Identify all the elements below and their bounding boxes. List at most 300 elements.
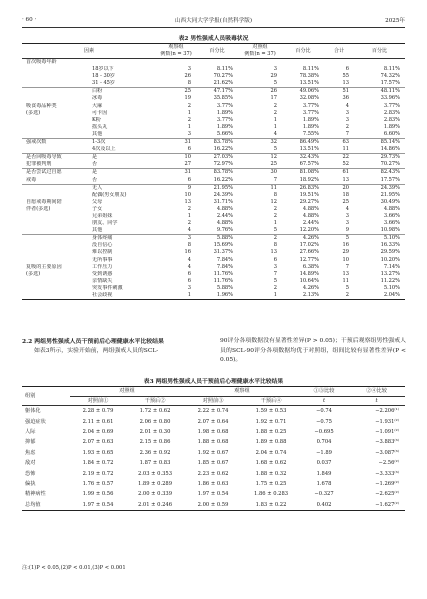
table2-cell-t: 16 bbox=[342, 242, 350, 249]
table-row bbox=[22, 177, 405, 185]
table3 bbox=[22, 386, 405, 511]
table2-cell-a: 1 bbox=[187, 212, 192, 219]
table2-cell-s: 兄弟姐妹 bbox=[92, 212, 113, 219]
table2-cell-b: 2.44% bbox=[216, 212, 234, 219]
table3-sub-1: 对照前① bbox=[70, 396, 126, 406]
table2-cell-b: 83.78% bbox=[196, 169, 238, 177]
table3-cell-d: 1.86 ± 0.283 bbox=[254, 491, 289, 498]
table2-cell-d: 2.44% bbox=[302, 220, 320, 227]
table2-cell-b: 16.22% bbox=[213, 146, 234, 153]
table2-cell-b: 70.27% bbox=[213, 73, 234, 80]
table3-cell-b: 1.72 ± 0.62 bbox=[139, 408, 171, 415]
table2-cell-d: 4.88% bbox=[302, 205, 320, 212]
table2-cell-a: 6 bbox=[187, 176, 192, 183]
table2-cell-b: 11.76% bbox=[213, 270, 234, 277]
table3-cell-d: 1.88 ± 0.25 bbox=[255, 429, 287, 435]
table2-cell-c: 5 bbox=[273, 227, 278, 234]
table2-cell-t: 11 bbox=[342, 277, 350, 284]
table2-cell-t: 20 bbox=[324, 184, 354, 192]
table2-cell-c: 30 bbox=[238, 169, 282, 177]
table2-cell-p: 21.95% bbox=[380, 191, 401, 198]
table2-cell-d: 6.38% bbox=[302, 263, 320, 270]
table3-cell-n: 人际 bbox=[25, 429, 36, 435]
table2-cell-t: 13 bbox=[342, 176, 350, 183]
table3-cell-d: 1.59 ± 0.53 bbox=[255, 408, 287, 415]
table2-cell-g: 伴者(多选) bbox=[26, 205, 51, 212]
table2-cell-t: 11 bbox=[342, 146, 350, 153]
table2-cell-p: 2.83% bbox=[383, 116, 401, 123]
table2-pct-header: 百分比 bbox=[282, 44, 324, 59]
table2-cell-b: 4.88% bbox=[216, 205, 234, 212]
table-row bbox=[22, 206, 405, 213]
table2-cell-s: 是 bbox=[86, 154, 156, 162]
table2-cell-g: 犯罪被判刑 bbox=[26, 161, 52, 168]
table3-cell-a: 1.99 ± 0.56 bbox=[82, 491, 114, 498]
table2-cell-c: 1 bbox=[273, 123, 278, 130]
table-row bbox=[22, 264, 405, 271]
table2-cell-g bbox=[22, 117, 86, 124]
table3-cell-c: 2.22 ± 0.74 bbox=[197, 408, 229, 415]
table2-cell-s: 无人 bbox=[86, 184, 156, 192]
table2-cell-s: 18 - 30岁 bbox=[92, 73, 116, 80]
table2-cell-d: 13.51% bbox=[299, 80, 320, 87]
table3-cell-b: 2.36 ± 0.92 bbox=[139, 449, 171, 456]
table-row bbox=[22, 80, 405, 88]
table2-cell-s: 是 bbox=[86, 169, 156, 177]
table2-cell-t: 3 bbox=[345, 116, 350, 123]
table2-cell-b: 83.78% bbox=[196, 139, 238, 147]
table-row bbox=[22, 213, 405, 220]
table2-cell-t: 4 bbox=[345, 205, 350, 212]
table2-cell-p: 13.27% bbox=[380, 270, 401, 277]
table3-cell-e: −0.695 bbox=[314, 429, 334, 435]
table2-cell-c: 29 bbox=[270, 73, 278, 80]
table3-cell-c: 1.98 ± 0.68 bbox=[197, 429, 229, 435]
table3-cell-n: 抑郁 bbox=[25, 439, 36, 446]
table2-cell-c: 8 bbox=[273, 242, 278, 249]
table2-cell-t: 13 bbox=[342, 80, 350, 87]
table2-cell-c: 2 bbox=[273, 205, 278, 212]
table2-cell-g bbox=[22, 235, 86, 243]
table2-cell-c: 26 bbox=[238, 88, 282, 96]
table2-cell-a: 13 bbox=[184, 198, 192, 205]
table2-cell-t: 61 bbox=[324, 169, 354, 177]
table-row bbox=[22, 278, 405, 285]
table2-factor-header: 因素 bbox=[22, 44, 156, 59]
table2-cell-p: 8.11% bbox=[383, 66, 401, 73]
table2-cell-d: 8.11% bbox=[302, 66, 320, 73]
table2-cell-p: 2.04% bbox=[383, 292, 401, 298]
table2-cell-t: 4 bbox=[345, 102, 350, 109]
table2-cell-c: 8 bbox=[273, 191, 278, 198]
table2-cell-c bbox=[238, 59, 282, 67]
table2-cell-s: 白粉 bbox=[86, 88, 156, 96]
table2-cell-c: 6 bbox=[273, 256, 278, 263]
table2-cell-s: 难以控制 bbox=[92, 249, 113, 256]
table2-cell-d: 1.89% bbox=[302, 123, 320, 130]
table2-cell-c: 2 bbox=[273, 284, 278, 291]
table2-cell-b: 35.85% bbox=[213, 95, 234, 102]
table-row bbox=[22, 235, 405, 243]
table-row bbox=[22, 292, 405, 300]
table2-cell-b: 5.88% bbox=[196, 235, 238, 243]
table2-cell-g bbox=[22, 131, 86, 139]
table2-cell-t: 52 bbox=[342, 161, 350, 168]
table2-cell-p: 24.39% bbox=[354, 184, 405, 192]
table2-cell-p: 14.86% bbox=[380, 146, 401, 153]
table2 bbox=[22, 43, 405, 300]
table2-cell-a: 4 bbox=[187, 256, 192, 263]
page-header bbox=[22, 14, 405, 26]
table2-pct-header: 百分比 bbox=[196, 44, 238, 59]
table2-cell-b: 11.76% bbox=[213, 277, 234, 284]
table2-cell-d: 32.43% bbox=[282, 154, 324, 162]
table2-cell-b: 5.88% bbox=[216, 284, 234, 291]
table3-cell-c: 1.92 ± 0.67 bbox=[197, 449, 229, 456]
table-row bbox=[22, 257, 405, 264]
table3-sub-4: 干预后④ bbox=[242, 396, 300, 406]
table2-ctl-header: 对照组 bbox=[252, 44, 268, 50]
table2-cell-p: 48.11% bbox=[354, 88, 405, 96]
left-paragraph: 如表3所示，实验开始前，两组强戒人员的SCL- bbox=[34, 347, 159, 354]
table-row bbox=[22, 242, 405, 249]
table3-cell-b: 2.01 ± 0.246 bbox=[137, 501, 173, 508]
section-heading: 2.2 两组男性强戒人员干预前后心理健康水平比较结果 bbox=[22, 338, 164, 345]
table2-cell-g: 是否尝试过自愿 bbox=[22, 169, 86, 177]
table2-cell-s: 31 - 45岁 bbox=[92, 80, 116, 87]
table2-cell-t: 2 bbox=[345, 292, 350, 298]
table2-total-header: 合计 bbox=[324, 44, 354, 59]
table3-cell-b: 1.89 ± 0.289 bbox=[137, 481, 173, 488]
table2-cell-c: 32 bbox=[238, 139, 282, 147]
table2-cell-t: 22 bbox=[324, 154, 354, 162]
table2-cell-d: 78.38% bbox=[299, 73, 320, 80]
table3-cell-e: 0.402 bbox=[316, 501, 332, 508]
table3-cell-e: 1.678 bbox=[316, 481, 332, 488]
table-row bbox=[22, 489, 405, 499]
table2-cell-c: 2 bbox=[273, 109, 278, 116]
table2-cell-a: 10 bbox=[156, 154, 196, 162]
table2-cell-a: 3 bbox=[187, 284, 192, 291]
table2-cell-s: 其他 bbox=[92, 227, 103, 234]
table2-cell-s: 否 bbox=[92, 176, 98, 183]
table2-cell-t: 55 bbox=[342, 73, 350, 80]
table2-cell-s: 否 bbox=[92, 161, 98, 168]
table-row bbox=[22, 146, 405, 154]
table3-sub-t2: t bbox=[348, 396, 405, 406]
table2-cell-b: 3.77% bbox=[216, 102, 234, 109]
table-row bbox=[22, 249, 405, 256]
table2-cell-c: 1 bbox=[273, 220, 278, 227]
table2-cell-g: 吸食毒品种类 bbox=[26, 102, 57, 109]
table3-cell-b: 2.03 ± 0.353 bbox=[137, 470, 173, 477]
table2-cell-b: 7.84% bbox=[216, 256, 234, 263]
table2-cell-b: 1.96% bbox=[216, 292, 234, 298]
table2-cell-g bbox=[22, 124, 86, 131]
table3-cell-e: 0.704 bbox=[316, 439, 332, 446]
table2-cell-a: 3 bbox=[187, 66, 192, 73]
table3-sub-t1: t bbox=[300, 396, 348, 406]
table2-cell-d: 27.66% bbox=[299, 249, 320, 256]
table-row bbox=[22, 110, 405, 117]
table-row bbox=[22, 227, 405, 235]
table2-cell-t: 3 bbox=[345, 109, 350, 116]
table2-cell-d: 86.49% bbox=[282, 139, 324, 147]
table2-cell-a: 27 bbox=[184, 161, 192, 168]
table2-cell-b: 47.17% bbox=[196, 88, 238, 96]
table3-cell-d: 1.75 ± 0.25 bbox=[255, 481, 287, 488]
table-row bbox=[22, 59, 405, 67]
table2-cell-s: 配偶(男女朋友) bbox=[92, 191, 127, 198]
table2-cell-d: 12.20% bbox=[299, 227, 320, 234]
table3-cell-b: 1.87 ± 0.83 bbox=[139, 460, 171, 467]
table2-cell-d: 4.88% bbox=[302, 212, 320, 219]
table2-cell-g: 自愿戒毒期间陪 bbox=[26, 198, 62, 205]
table2-cell-s: 突发事件刺激 bbox=[92, 284, 123, 291]
table3-cell-b: 2.01 ± 0.30 bbox=[139, 429, 171, 435]
table2-cell-d: 17.02% bbox=[299, 242, 320, 249]
table2-cell-g: 复吸的主要原因 bbox=[26, 263, 62, 270]
table2-cell-a: 3 bbox=[156, 235, 196, 243]
table2-cell-g: 戒毒 bbox=[26, 176, 37, 183]
table2-cell-t bbox=[324, 59, 354, 67]
table3-cell-d: 2.04 ± 0.74 bbox=[255, 449, 287, 456]
table-row bbox=[22, 66, 405, 73]
table2-cell-d: 81.08% bbox=[282, 169, 324, 177]
table3-cell-n: 总均值 bbox=[25, 501, 41, 508]
table2-cell-d: 12.77% bbox=[299, 256, 320, 263]
table2-cell-s: 其他 bbox=[92, 130, 103, 137]
table2-cell-c: 4 bbox=[273, 130, 278, 137]
table2-cell-d: 67.57% bbox=[299, 161, 320, 168]
table2-cell-g bbox=[22, 213, 86, 220]
table2-cell-g bbox=[22, 73, 86, 80]
table2-cell-g bbox=[22, 80, 86, 88]
table2-cell-d: 4.26% bbox=[282, 235, 324, 243]
table2-cell-d: 13.51% bbox=[299, 146, 320, 153]
table2-cell-p: 4.88% bbox=[383, 205, 401, 212]
table2-cell-s: 可卡因 bbox=[92, 109, 108, 116]
table2-cell-g bbox=[22, 242, 86, 249]
table2-cell-d: 19.51% bbox=[299, 191, 320, 198]
table2-cell-s: 受到诱惑 bbox=[92, 270, 113, 277]
table2-cell-a: 6 bbox=[187, 270, 192, 277]
table-row bbox=[22, 103, 405, 110]
table-row bbox=[22, 427, 405, 437]
table2-cell-b: 24.39% bbox=[213, 191, 234, 198]
table2-cell-a: 2 bbox=[187, 102, 192, 109]
table3-cell-e: −0.327 bbox=[314, 491, 334, 498]
section-2-2 bbox=[22, 337, 208, 356]
table2-cell-p: 5.10% bbox=[383, 284, 401, 291]
table2-cell-a bbox=[156, 59, 196, 67]
table2-cell-a: 26 bbox=[184, 73, 192, 80]
table3-caption: 表3 两组男性强戒人员干预前后心理健康水平比较结果 bbox=[143, 379, 284, 385]
table-row bbox=[22, 95, 405, 102]
table3-cell-c: 2.07 ± 0.64 bbox=[197, 418, 229, 425]
table2-cell-p: 17.57% bbox=[380, 80, 401, 87]
table2-cell-p: 11.22% bbox=[380, 277, 401, 284]
table3-cell-a: 1.76 ± 0.57 bbox=[82, 481, 114, 488]
table2-cell-b: 31.37% bbox=[213, 249, 234, 256]
table2-cell-t: 18 bbox=[342, 191, 350, 198]
table2-cell-a: 6 bbox=[187, 146, 192, 153]
table3-cell-a: 2.07 ± 0.63 bbox=[82, 439, 114, 446]
table-row bbox=[22, 73, 405, 80]
table3-cell-c: 1.97 ± 0.54 bbox=[197, 491, 229, 498]
table2-cell-c: 17 bbox=[270, 95, 278, 102]
table2-cell-c: 25 bbox=[270, 161, 278, 168]
table2-cell-t: 5 bbox=[324, 235, 354, 243]
table2-cell-g bbox=[22, 88, 86, 96]
table-row bbox=[22, 88, 405, 96]
table2-cell-p: 7.14% bbox=[383, 263, 401, 270]
table2-cell-c: 12 bbox=[238, 154, 282, 162]
table2-cell-s: 冰毒 bbox=[92, 95, 103, 102]
table2-cell-b: 4.88% bbox=[216, 220, 234, 227]
table2-cell-t: 7 bbox=[345, 130, 350, 137]
table2-cell-t: 3 bbox=[345, 220, 350, 227]
table3-cell-e: −0.75 bbox=[316, 418, 332, 425]
table3-cell-d: 1.88 ± 0.32 bbox=[255, 470, 287, 477]
table2-cell-s: 子女 bbox=[92, 205, 103, 212]
table2-cell-d: 18.92% bbox=[299, 176, 320, 183]
table2-cell-b: 7.84% bbox=[216, 263, 234, 270]
table3-cell-b: 2.06 ± 0.80 bbox=[139, 418, 171, 425]
table3-cell-a: 2.28 ± 0.79 bbox=[82, 408, 114, 415]
table-row bbox=[22, 220, 405, 227]
table2-cell-b: 1.89% bbox=[216, 109, 234, 116]
table2-cell-g: 首次吸毒年龄 bbox=[22, 59, 86, 67]
table3-cell-e: 1.849 bbox=[316, 470, 332, 477]
table2-cell-g: (多选) bbox=[26, 270, 41, 277]
table2-cell-b: 8.11% bbox=[216, 66, 234, 73]
table3-cell-d: 1.83 ± 0.22 bbox=[255, 501, 287, 508]
table2-cell-c: 13 bbox=[270, 249, 278, 256]
table2-cell-p: 33.96% bbox=[380, 95, 401, 102]
table2-cell-s: 亲情缺失 bbox=[92, 277, 113, 284]
table2-cell-c: 5 bbox=[273, 277, 278, 284]
table2-cell-a: 2 bbox=[187, 116, 192, 123]
table2-cell-g bbox=[22, 192, 86, 199]
table3-cell-n: 精神病性 bbox=[25, 491, 46, 498]
table3-cmp13-header: ①③比较 bbox=[300, 387, 348, 397]
table2-cell-d bbox=[282, 59, 324, 67]
table2-cell-s: 大麻 bbox=[92, 102, 103, 109]
table3-cell-a: 1.84 ± 0.72 bbox=[82, 460, 114, 467]
table2-cell-c: 7 bbox=[273, 270, 278, 277]
table2-cell-b: 1.89% bbox=[216, 123, 234, 130]
header-rule bbox=[22, 27, 405, 28]
table2-cell-p: 5.10% bbox=[354, 235, 405, 243]
table-row bbox=[22, 500, 405, 511]
table2-cell-a: 8 bbox=[187, 80, 192, 87]
table2-cell-p: 29.73% bbox=[354, 154, 405, 162]
table-row bbox=[22, 124, 405, 131]
table2-cell-g bbox=[22, 278, 86, 285]
table2-cell-t: 13 bbox=[342, 270, 350, 277]
table2-cell-d: 26.83% bbox=[282, 184, 324, 192]
table2-cell-g bbox=[22, 220, 86, 227]
table2-cell-g: (多选) bbox=[26, 109, 41, 116]
table2-cell-g: 是否回吸毒导致 bbox=[22, 154, 86, 162]
table3-cell-e: 0.037 bbox=[316, 460, 332, 467]
table2-cell-t: 36 bbox=[342, 95, 350, 102]
table2-cell-a: 31 bbox=[156, 139, 196, 147]
table-row bbox=[22, 169, 405, 177]
table2-cell-c: 5 bbox=[273, 80, 278, 87]
table2-cell-b: 3.77% bbox=[216, 116, 234, 123]
table3-cell-c: 2.23 ± 0.62 bbox=[197, 470, 229, 477]
table2-cell-d: 49.06% bbox=[282, 88, 324, 96]
table2-cell-a: 1 bbox=[187, 292, 192, 298]
table3-cell-c: 1.86 ± 0.63 bbox=[197, 481, 229, 488]
table2-cell-c: 3 bbox=[273, 66, 278, 73]
table2-cell-s: 摇头丸 bbox=[92, 123, 108, 130]
table2-cell-g bbox=[22, 249, 86, 256]
table3-cell-a: 2.04 ± 0.69 bbox=[82, 429, 114, 435]
table-row bbox=[22, 192, 405, 199]
table-row bbox=[22, 469, 405, 479]
table2-cell-s: 无所事事 bbox=[92, 256, 113, 263]
table3-note: 注:(1)P < 0.05,(2)P < 0.01,(3)P < 0.001 bbox=[22, 565, 126, 571]
table2-cell-d: 32.08% bbox=[299, 95, 320, 102]
table2-cell-g bbox=[22, 184, 86, 192]
table2-cell-d: 3.77% bbox=[302, 109, 320, 116]
table-row bbox=[22, 437, 405, 447]
table2-cell-p: 82.43% bbox=[354, 169, 405, 177]
table3-cell-n: 强迫症状 bbox=[25, 418, 46, 425]
table3-cell-f: −2.56⁽²⁾ bbox=[378, 460, 400, 467]
table2-cell-s: 父母 bbox=[92, 198, 103, 205]
table2-cell-d: 3.77% bbox=[302, 102, 320, 109]
table-row bbox=[22, 131, 405, 139]
table2-cell-p: 17.57% bbox=[380, 176, 401, 183]
table3-cmp24-header: ②④比较 bbox=[348, 387, 405, 397]
table2-cell-b: 5.66% bbox=[216, 130, 234, 137]
table2-cell-a: 9 bbox=[156, 184, 196, 192]
table3-cell-a: 1.97 ± 0.54 bbox=[82, 501, 114, 508]
table3-cell-d: 1.92 ± 0.71 bbox=[255, 418, 287, 425]
table2-cell-p: 29.59% bbox=[380, 249, 401, 256]
table-row bbox=[22, 417, 405, 427]
table3-cell-c: 1.88 ± 0.68 bbox=[197, 439, 229, 446]
table2-cell-g bbox=[22, 292, 86, 300]
table-row bbox=[22, 161, 405, 169]
table2-cell-b: 72.97% bbox=[213, 161, 234, 168]
table3-cell-e: −1.89 bbox=[316, 449, 332, 456]
table2-cell-c: 5 bbox=[273, 146, 278, 153]
table3-ctl-header: 对照组 bbox=[70, 387, 184, 397]
table-row bbox=[22, 271, 405, 278]
table3-sub-3: 对照前③ bbox=[184, 396, 242, 406]
table3-cell-f: −1.269⁽²⁾ bbox=[375, 481, 400, 488]
table2-cell-p: 10.98% bbox=[380, 227, 401, 234]
table2-cell-s: 朋友、同学 bbox=[92, 220, 118, 227]
table2-cell-a: 1 bbox=[187, 109, 192, 116]
table2-cell-c: 7 bbox=[273, 176, 278, 183]
table2-cell-s: 社会歧视 bbox=[92, 292, 113, 298]
table2-cell-a: 4 bbox=[187, 227, 192, 234]
table2-cell-a: 2 bbox=[187, 220, 192, 227]
table3-obs-header: 观察组 bbox=[184, 387, 300, 397]
table2-cell-t: 3 bbox=[345, 212, 350, 219]
table2-cell-p: 6.60% bbox=[383, 130, 401, 137]
table2-cell-a: 6 bbox=[187, 277, 192, 284]
table2-cell-p: 1.89% bbox=[383, 123, 401, 130]
table2-cell-p: 85.14% bbox=[354, 139, 405, 147]
table2-cell-a: 3 bbox=[187, 130, 192, 137]
